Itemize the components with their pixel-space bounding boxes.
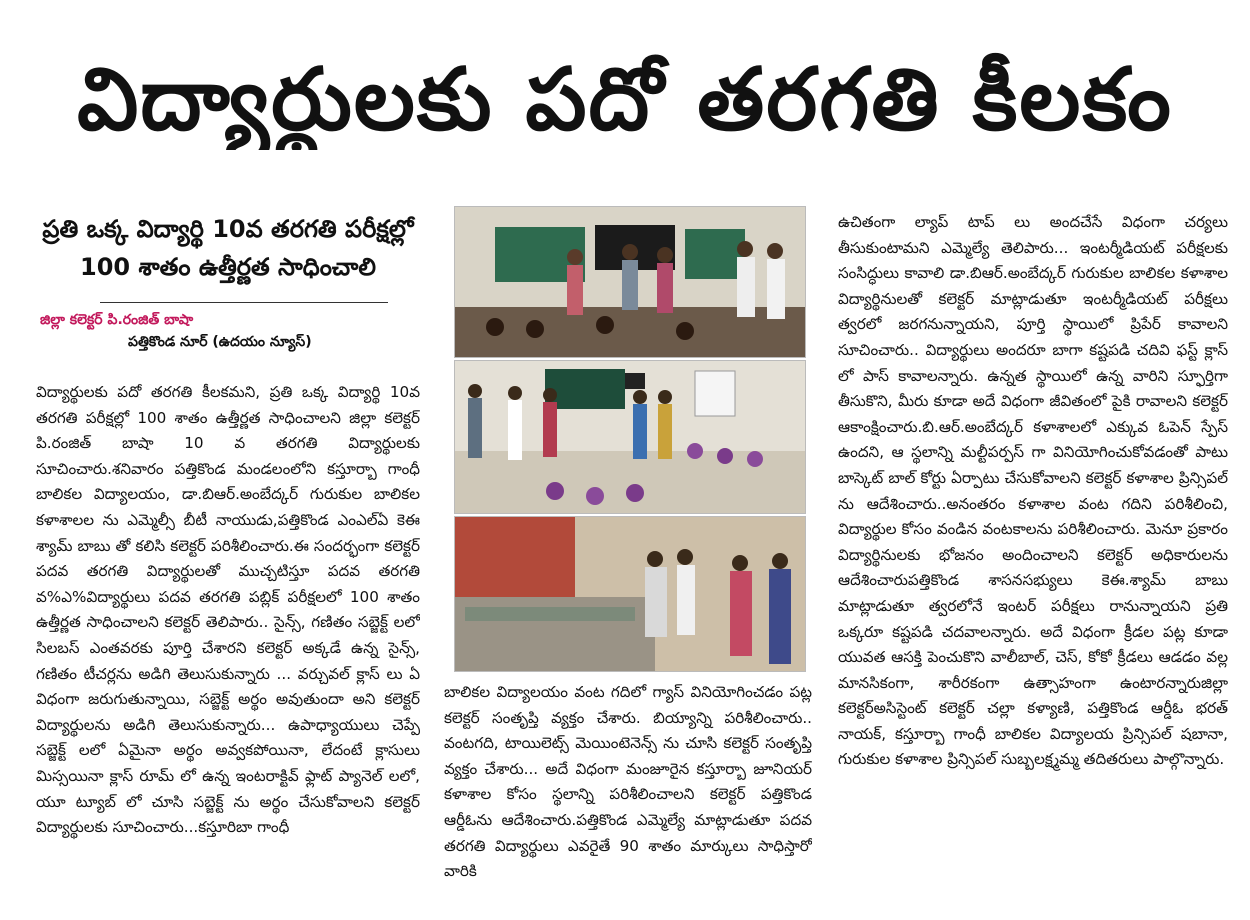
column-2-text: బాలికల విద్యాలయం వంట గదిలో గ్యాస్ వినియోగించడం పట్ల కలెక్టర్ సంతృప్తి వ్యక్తం చేశారు. బియ్యాన్ని పరిశీలించారు.. వంటగది, టాయిలెట్స్ మెయింటెనెన్స్ ను చూసి కలెక్టర్ సంతృప్తి వ్యక్తం చేశారు... అదే విధంగా మంజూరైన కస్తూర్బా జూనియర్ కళాశాల కోసం స్థలాన్ని పరిశీలించాలని కలెక్టర్ పత్తికొండ ఆర్డీఓను ఆదేశించారు.పత్తికొండ ఎమ్మెల్యే మాట్లాడుతూ పదవ తరగతి విద్యార్థులు ఎవరైతే 90 శాతం మార్కులు సాధిస్తారో వారికి [444,683,812,881]
column-3-text: ఉచితంగా ల్యాప్ టాప్ లు అందచేసే విధంగా చర్యలు తీసుకుంటామని ఎమ్మెల్యే తెలిపారు... ఇంటర్మీడియట్ పరీక్షలకు సంసిద్ధులు కావాలి డా.బిఆర్.అంబేద్కర్ గురుకుల బాలికల కళాశాల విద్యార్థినులతో కలెక్టర్ మాట్లాడుతూ ఇంటర్మీడియట్ పరీక్షలు త్వరలో జరగనున్నాయని, పూర్తి స్థాయిలో ప్రిపేర్ కావాలని సూచించారు.. విద్యార్థులు అందరూ బాగా కష్టపడి చదివి ఫస్ట్ క్లాస్ లో పాస్ కావాలన్నారు. ఉన్నత స్థాయిలో ఉన్న వారిని స్ఫూర్తిగా తీసుకొని, మీరు కూడా అదే విధంగా జీవితంలో పైకి రావాలని కలెక్టర్ ఆకాంక్షించారు.బి.ఆర్.అంబేద్కర్ కళాశాలలో ఎక్కువ ఓపెన్ స్పేస్ ఉందని, ఆ స్థలాన్ని మల్టీపర్పస్ గా వినియోగించుకోవడంతో పాటు బాస్కెట్ బాల్ కోర్టు ఏర్పాటు చేసుకోవాలని కలెక్టర్ కళాశాల ప్రిన్సిపల్ ను ఆదేశించారు..అనంతరం కళాశాల వంట గదిని పరిశీలించి, విద్యార్థుల కోసం వండిన వంటకాలను పరిశీలించారు. మెనూ ప్రకారం విద్యార్థినులకు భోజనం అందించాలని కలెక్టర్ అధికారులను ఆదేశించారుపత్తికొండ శాసనసభ్యులు కెఈ.శ్యామ్ బాబు మాట్లాడుతూ త్వరలోనే ఇంటర్ పరీక్షలు రానున్నాయని ప్రతి ఒక్కరూ కష్టపడి చదవాలన్నారు. అదే విధంగా క్రీడల పట్ల కూడా యువత ఆసక్తి పెంచుకొని వాలీబాల్, చెస్, కోకో క్రీడలు ఆడడం వల్ల మానసికంగా, శారీరకంగా ఉత్సాహంగా ఉంటారన్నారుజిల్లా కలెక్టర్అసిస్టెంట్ కలెక్టర్ చల్లా కళ్యాణి, పత్తికొండ ఆర్డీఓ భరత్ నాయక్, కస్తూర్బా గాంధీ బాలికల విద్యాలయ ప్రిన్సిపల్ షబానా, గురుకుల కళాశాల ప్రిన్సిపల్ సుబ్బలక్ష్మమ్మ తదితరులు పాల్గొన్నారు. [838,213,1228,769]
article-column-2 [444,680,812,890]
article-column-1 [36,380,420,890]
headline: విద్యార్థులకు పదో తరగతి కీలకం [77,50,1173,150]
photo-classroom-2 [454,360,806,514]
byline: జిల్లా కలెక్టర్ పి.రంజిత్ బాషా [40,312,194,328]
column-1-text: విద్యార్థులకు పదో తరగతి కీలకమని, ప్రతి ఒక్క విద్యార్థి 10వ తరగతి పరీక్షల్లో 100 శాతం ఉత్తీర్ణత సాధించాలని జిల్లా కలెక్టర్ పి.రంజిత్ బాషా 10 వ తరగతి విద్యార్థులకు సూచించారు.శనివారం పత్తికొండ మండలంలోని కస్తూర్బా గాంధీ బాలికల విద్యాలయం, డా.బిఆర్.అంబేద్కర్ గురుకుల బాలికల కళాశాలల ను ఎమ్మెల్సీ బీటీ నాయుడు,పత్తికొండ ఎంఎల్ఏ కెఈ శ్యామ్ బాబు తో కలిసి కలెక్టర్ పరిశీలించారు.ఈ సందర్భంగా కలెక్టర్ పదవ తరగతి విద్యార్థులతో ముచ్చటిస్తూ పదవ తరగతి వ%ఎ%విద్యార్థులు పదవ తరగతి పబ్లిక్ పరీక్షలలో 100 శాతం ఉత్తీర్ణత సాధించాలని కలెక్టర్ తెలిపారు.. సైన్స్, గణితం సబ్జెక్ట్ లలో సిలబస్ ఎంతవరకు పూర్తి చేశారని కలెక్టర్ అక్కడే ఉన్న సైన్స్, గణితం టీచర్లను అడిగి తెలుసుకున్నారు ... వర్చువల్ క్లాస్ లు ఏ విధంగా జరుగుతున్నాయి, సబ్జెక్ట్ అర్థం అవుతుందా అని కలెక్టర్ విద్యార్థులను అడిగి తెలుసుకున్నారు... ఉపాధ్యాయులు చెప్పే సబ్జెక్ట్ లలో ఏమైనా అర్థం అవ్వకపోయినా, లేదంటే క్లాసులు మిస్సయినా క్లాస్ రూమ్ లో ఉన్న ఇంటరాక్టివ్ ఫ్లాట్ ప్యానెల్ లలో, యూ ట్యూబ్ లో చూసి సబ్జెక్ట్ ను అర్థం చేసుకోవాలని కలెక్టర్ విద్యార్థులకు సూచించారు...కస్తూరిబా గాంధీ [36,383,420,837]
photo-kitchen-visit [454,516,806,672]
divider [100,302,388,303]
article-column-3 [838,210,1228,890]
photo-classroom-1 [454,206,806,358]
subheadline-line-2: 100 శాతం ఉత్తీర్ణత సాధించాలి [80,253,376,281]
subheadline [28,210,428,286]
dateline: పత్తికొండ నూర్ (ఉదయం న్యూస్) [128,334,312,350]
subheadline-line-1: ప్రతి ఒక్క విద్యార్థి 10వ తరగతి పరీక్షల్లో [42,215,414,243]
